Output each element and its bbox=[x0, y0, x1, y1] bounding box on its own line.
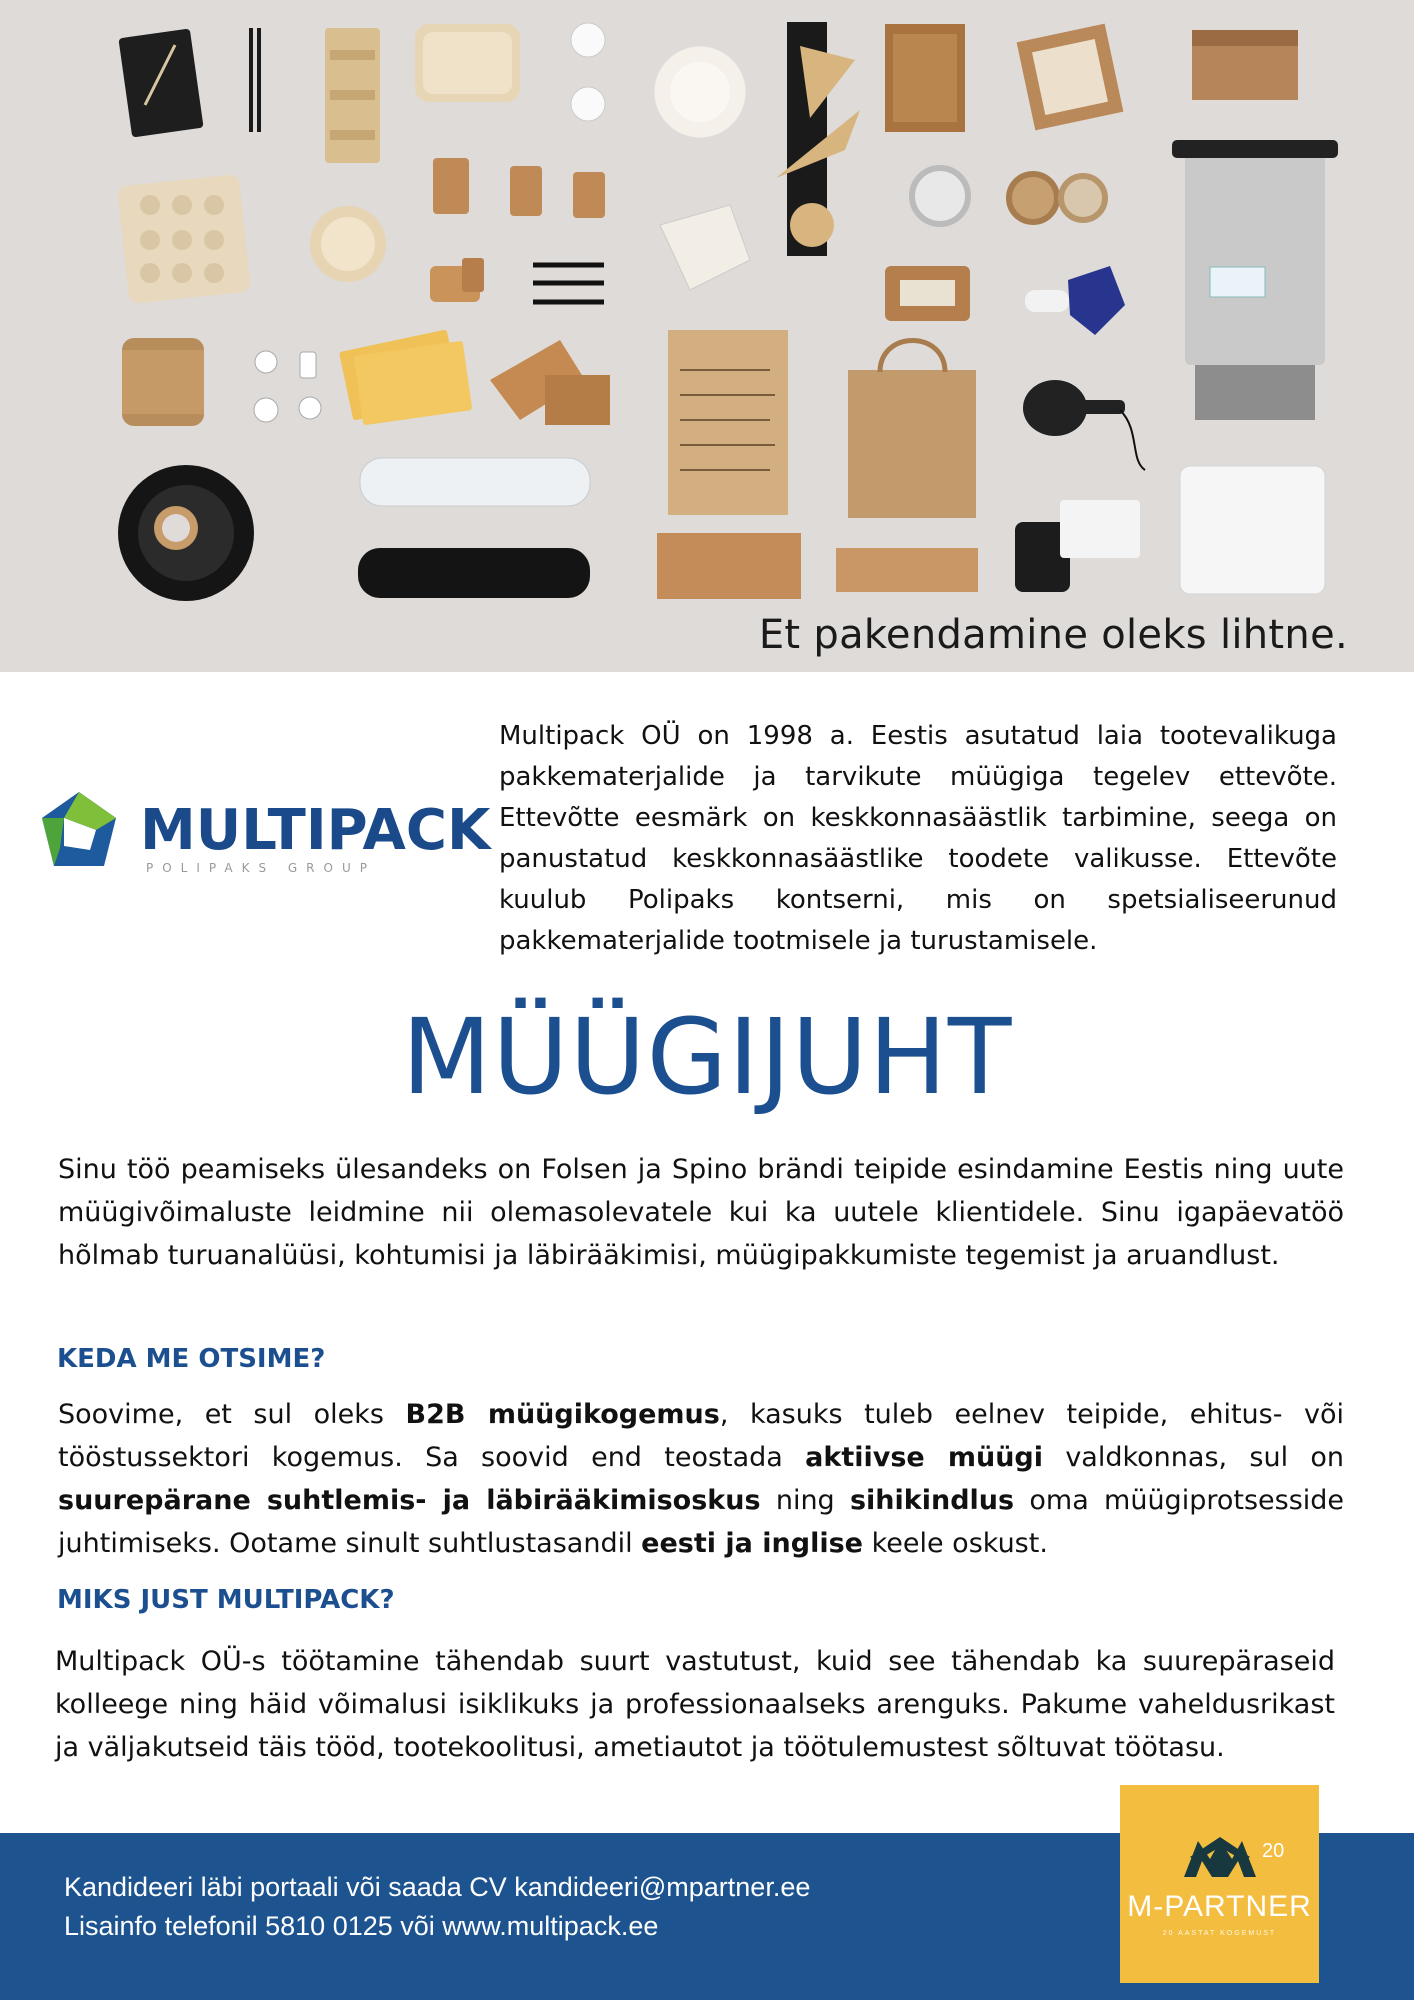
seeking-bold-communication: suurepärane suhtlemis- ja läbirääkimisoskus bbox=[58, 1485, 761, 1516]
clamshell bbox=[415, 24, 520, 102]
kraft-lid-box bbox=[1192, 30, 1298, 100]
m-partner-logo-icon bbox=[1120, 1785, 1319, 1885]
seeking-bold-b2b: B2B müügikogemus bbox=[405, 1399, 720, 1430]
noodle-box bbox=[660, 205, 750, 290]
seeking-text-3: valdkonnas, sul on bbox=[1043, 1442, 1344, 1473]
seeking-text bbox=[58, 1393, 1344, 1565]
straws bbox=[249, 28, 261, 132]
pillow-box bbox=[885, 266, 970, 321]
tape-dispenser bbox=[1025, 266, 1125, 335]
kraft-box-pattern bbox=[885, 24, 965, 132]
wooden-basket bbox=[325, 28, 380, 163]
seeking-bold-active-sales: aktiivse müügi bbox=[805, 1442, 1044, 1473]
footer-info-line: Lisainfo telefonil 5810 0125 või www.multipack.ee bbox=[64, 1911, 659, 1941]
company-intro: Multipack OÜ on 1998 a. Eestis asutatud laia tootevalikuga pakkematerjalide ja tarvikute müügiga tegelev ettevõte. Ettevõtte eesmärk on keskkonnasäästlik tarbimine, seega on panustatud keskkonnasäästlike toodete valikusse. Ettevõte kuulub Polipaks kontserni, mis on spetsialiseerunud pakkematerjalide tootmisele ja turustamisele. bbox=[499, 721, 1337, 956]
why-multipack-text: Multipack OÜ-s töötamine tähendab suurt vastutust, kuid see tähendab ka suurepäraseid kolleege ning häid võimalusi isiklikuks ja professionaalseks arenguks. Pakume vaheldusrikast ja väljakutseid täis tööd, tootekoolitusi, ametiautot ja töötulemustest sõltuvat töötasu. bbox=[55, 1646, 1335, 1763]
price-labeler bbox=[1023, 380, 1145, 470]
strapping-coil bbox=[118, 465, 254, 601]
m-partner-badge bbox=[1120, 1785, 1319, 1983]
cups-lids bbox=[571, 23, 605, 121]
logo-subtitle: POLIPAKS GROUP bbox=[146, 861, 376, 875]
seeking-bold-languages: eesti ja inglise bbox=[641, 1528, 863, 1559]
heading-why-multipack: MIKS JUST MULTIPACK? bbox=[57, 1585, 395, 1615]
badge-name: M-PARTNER bbox=[1127, 1890, 1312, 1923]
kraft-boxes bbox=[490, 340, 610, 425]
multipack-logo bbox=[36, 788, 491, 878]
multipack-logo-icon bbox=[36, 788, 122, 874]
heading-seeking: KEDA ME OTSIME? bbox=[57, 1344, 326, 1374]
foam-roll bbox=[1180, 466, 1325, 594]
twine-spool bbox=[122, 338, 204, 426]
chopsticks-box bbox=[118, 28, 203, 137]
seeking-text-1: Soovime, et sul oleks bbox=[58, 1399, 406, 1430]
padded-envelopes bbox=[339, 329, 472, 425]
tape-rolls bbox=[912, 168, 1105, 224]
seeking-bold-determination: sihikindlus bbox=[849, 1485, 1015, 1516]
paper-bags bbox=[657, 533, 978, 599]
stretch-film-black bbox=[358, 548, 590, 598]
logo-wordmark: MULTIPACK bbox=[140, 798, 491, 863]
egg-tray bbox=[117, 174, 251, 304]
pastry-box bbox=[1017, 24, 1124, 131]
seeking-text-6: keele oskust. bbox=[863, 1528, 1048, 1559]
seeking-text-5: oma müügiprotsesside juhtimiseks. Ootame sinult suhtlustasandil bbox=[58, 1485, 1345, 1559]
hero-product-photo bbox=[0, 0, 1414, 672]
kraft-shopping-bag bbox=[848, 341, 976, 519]
badge-subtitle: 20 AASTAT KOGEMUST bbox=[1162, 1930, 1277, 1937]
packaging-products-illustration bbox=[0, 0, 1414, 672]
cone-holder bbox=[776, 22, 860, 256]
label-rolls bbox=[254, 351, 321, 422]
seeking-text-4: ning bbox=[760, 1485, 850, 1516]
heat-sealer bbox=[1172, 140, 1338, 420]
paper-bowl bbox=[310, 206, 386, 282]
seeking-text-2: , kasuks tuleb eelnev teipide, ehitus- või tööstussektori kogemus. Sa soovid end teostada bbox=[58, 1399, 1344, 1473]
footer-apply-line: Kandideeri läbi portaali või saada CV kandideeri@mpartner.ee bbox=[64, 1872, 811, 1902]
stretch-film-clear bbox=[360, 458, 590, 506]
cutlery bbox=[533, 265, 604, 302]
plate bbox=[654, 46, 746, 138]
coffee-cups bbox=[430, 158, 605, 302]
badge-anniversary: 20 bbox=[1262, 1840, 1285, 1862]
printed-kraft-bag bbox=[668, 330, 788, 515]
job-description: Sinu töö peamiseks ülesandeks on Folsen ja Spino brändi teipide esindamine Eestis ning uute müügivõimaluste leidmine nii olemasolevatele kui ka uutele klientidele. Sinu igapäevatöö hõlmab turuanalüüsi, kohtumisi ja läbirääkimisi, müügipakkumiste tegemist ja aruandlust. bbox=[58, 1154, 1344, 1271]
job-title: MÜÜGIJUHT bbox=[401, 996, 1013, 1118]
hero-tagline: Et pakendamine oleks lihtne. bbox=[758, 612, 1348, 658]
trash-bags bbox=[1015, 500, 1140, 592]
